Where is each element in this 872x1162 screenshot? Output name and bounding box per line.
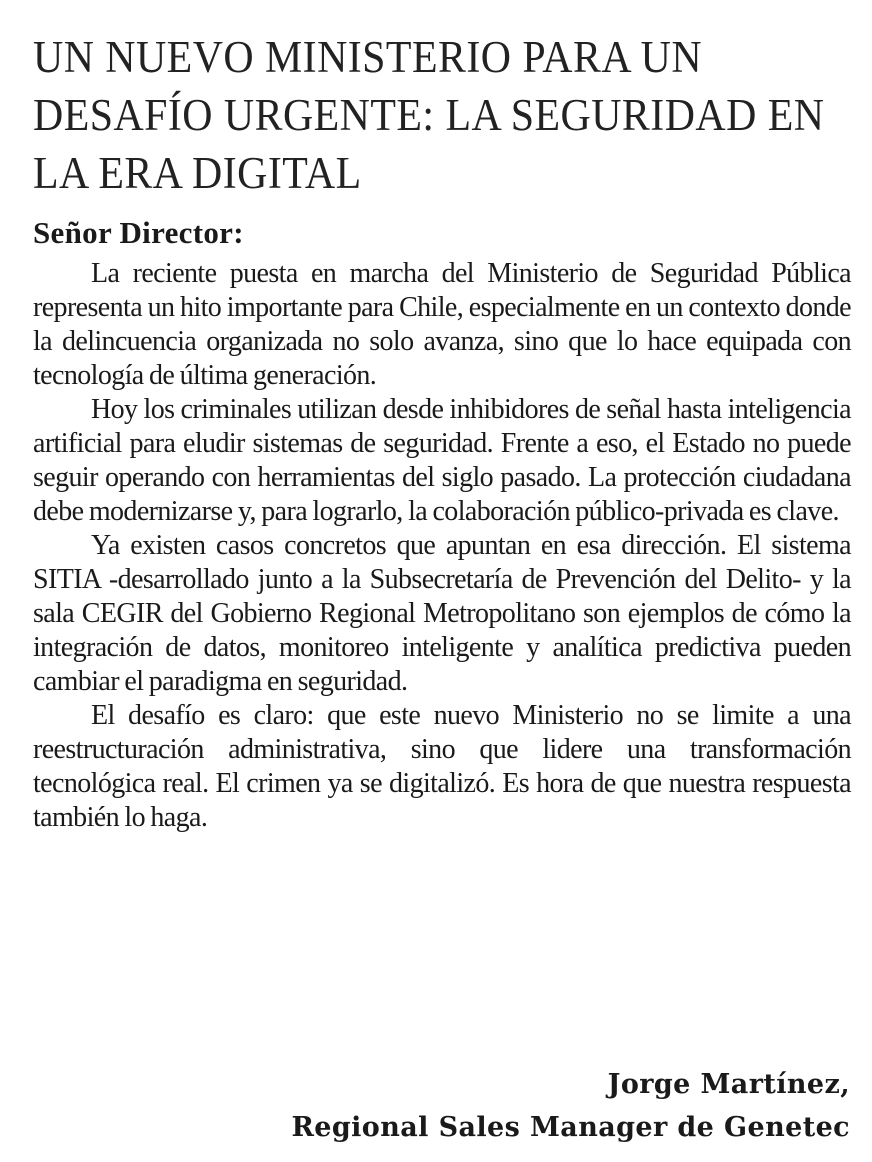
paragraph: Ya existen casos concretos que apuntan en esa dirección. El sistema SITIA -desarrollado junto a la Subsecretaría de Prevención del Delito- y la sala CEGIR del Gobierno Regional Metropolitano son ejemplos de cómo la integración de datos, monitoreo inteligente y analítica predictiva pueden cambiar el paradigma en seguridad. — [33, 530, 851, 697]
paragraph: El desafío es claro: que este nuevo Ministerio no se limite a una reestructuración administrativa, sino que lidere una transformación tecnológica real. El crimen ya se digitalizó. Es hora de que nuestra respuesta también lo haga. — [33, 700, 851, 833]
author-name: Jorge Martínez, — [607, 1069, 850, 1100]
paragraph: Hoy los criminales utilizan desde inhibidores de señal hasta inteligencia artificial para eludir sistemas de seguridad. Frente a eso, el Estado no puede seguir operando con herramientas del siglo pasado. La protección ciudadana debe modernizarse y, para lograrlo, la colaboración público-privada es clave. — [33, 394, 851, 527]
author-title: Regional Sales Manager de Genetec — [291, 1112, 850, 1143]
signature-block — [291, 1063, 850, 1149]
salutation: Señor Director: — [33, 215, 244, 250]
headline: UN NUEVO MINISTERIO PARA UN DESAFÍO URGENTE: LA SEGURIDAD EN LA ERA DIGITAL — [33, 32, 825, 198]
paragraph: La reciente puesta en marcha del Ministerio de Seguridad Pública representa un hito importante para Chile, especialmente en un contexto donde la delincuencia organizada no solo avanza, sino que lo hace equipada con tecnología de última generación. — [33, 258, 851, 391]
letter-to-editor — [33, 28, 851, 835]
letter-body — [33, 257, 851, 835]
